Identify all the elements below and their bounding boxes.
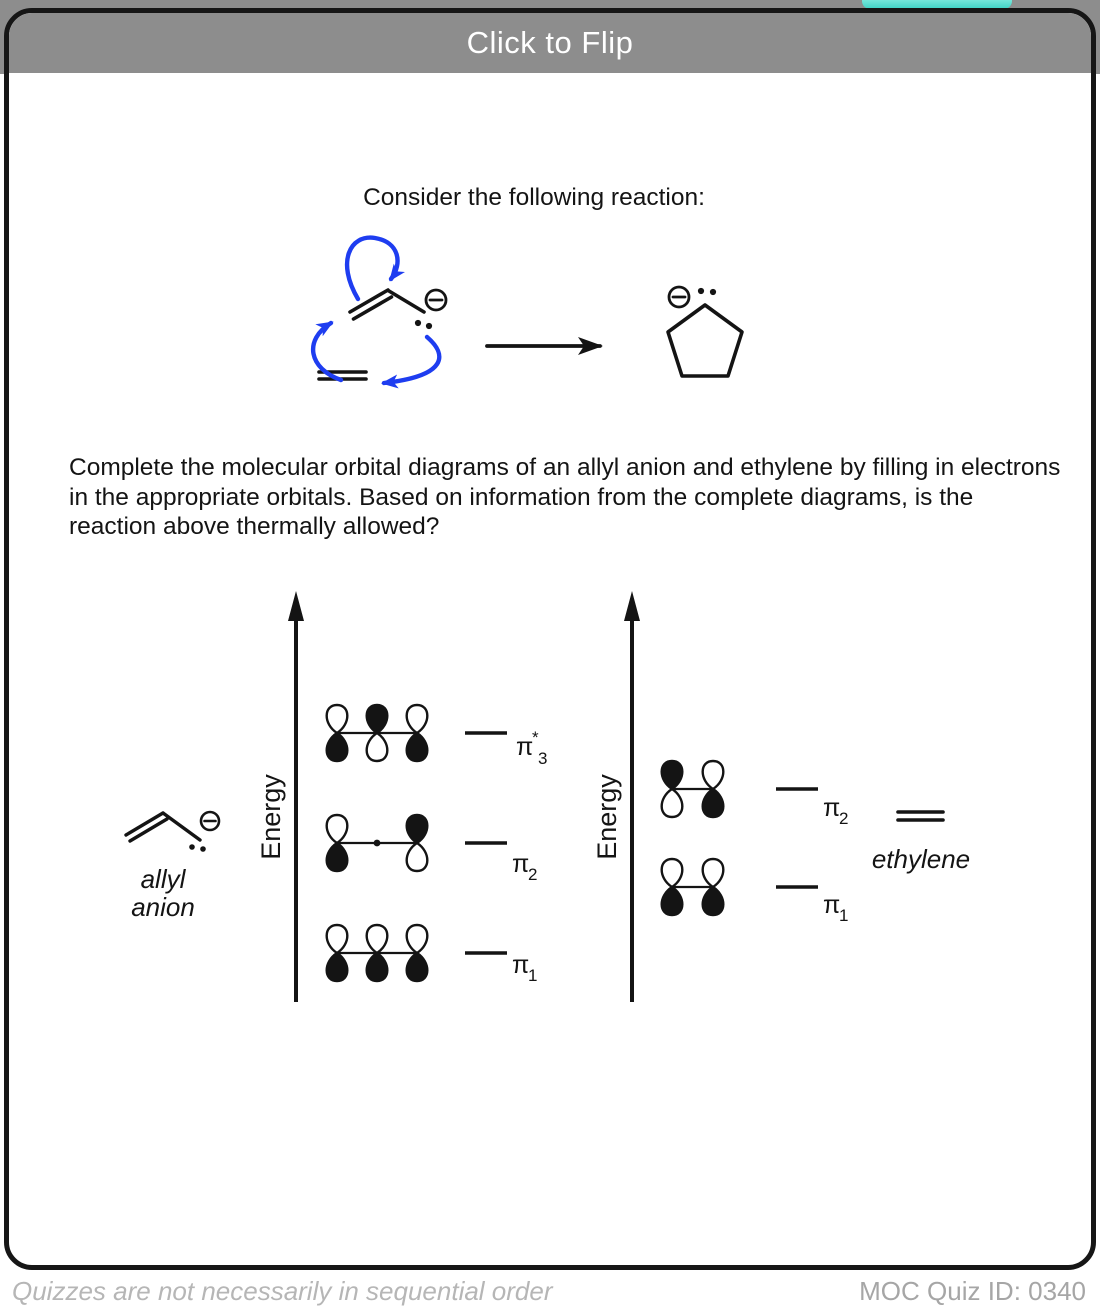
energy-axis-label: Energy: [256, 774, 286, 860]
ethylene-level-label-pi1: π: [823, 891, 841, 919]
allyl-label-line1: allyl: [140, 864, 186, 894]
footer-note: Quizzes are not necessarily in sequential order: [12, 1276, 553, 1306]
allyl-level-label-pi1: π: [512, 951, 530, 979]
allyl-level-sub-pi2: 2: [528, 865, 538, 884]
allyl-label-line2: anion: [131, 892, 195, 922]
flip-header[interactable]: [9, 13, 1091, 73]
allyl-level-label-pi2: π: [512, 850, 530, 878]
question-intro: Consider the following reaction:: [363, 184, 705, 211]
footer-quiz-id: MOC Quiz ID: 0340: [859, 1276, 1086, 1306]
flip-label: Click to Flip: [466, 25, 634, 60]
ethylene-level-sub-pi2: 2: [839, 809, 849, 828]
ethylene-level-sub-pi1: 1: [839, 906, 849, 925]
allyl-level-label-pi3star: π: [516, 733, 534, 761]
energy-axis-label: Energy: [592, 774, 622, 860]
allyl-level-sub-pi3star: 3: [538, 749, 548, 768]
allyl-level-sub-pi1: 1: [528, 966, 538, 985]
ethylene-label: ethylene: [871, 844, 971, 874]
allyl-level-sup-pi3star: *: [532, 728, 539, 747]
question-body: Complete the molecular orbital diagrams of an allyl anion and ethylene by filling in electrons in the appropriate orbitals. Based on information from the complete diagrams, is the reaction above thermally allowed?: [69, 454, 1061, 540]
ethylene-level-label-pi2: π: [823, 794, 841, 822]
